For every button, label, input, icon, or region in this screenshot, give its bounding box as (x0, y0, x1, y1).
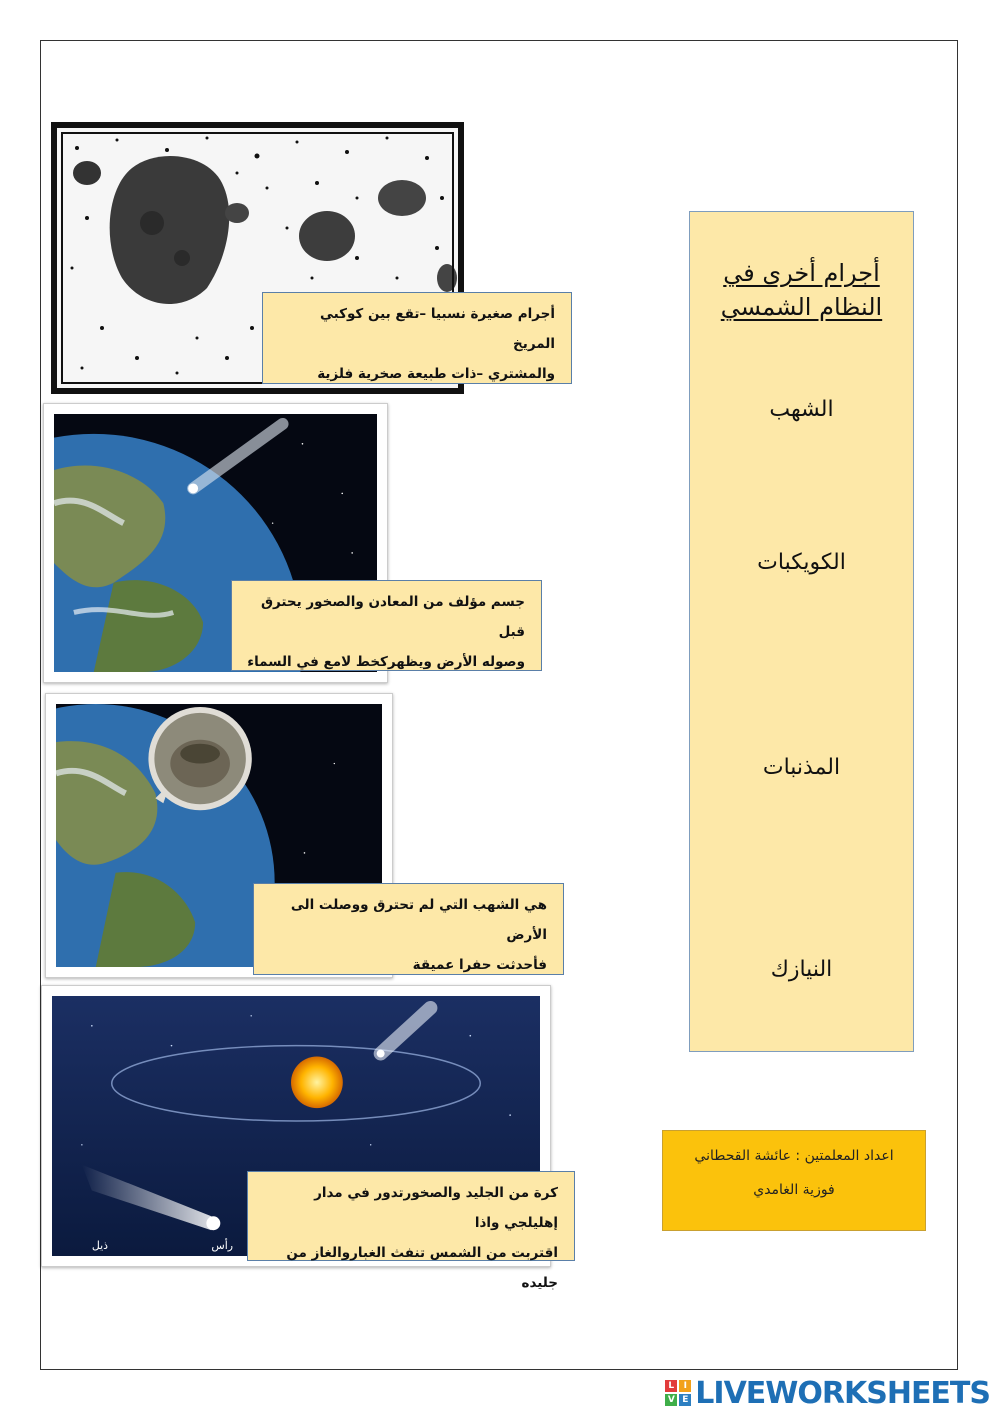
caption-line: كرة من الجليد والصخورتدور في مدار إهليلجي واذا (314, 1185, 558, 1231)
liveworksheets-logo (665, 1376, 990, 1410)
logo-text: LIVEWORKSHEETS (695, 1375, 990, 1411)
comet-caption (247, 1171, 575, 1291)
meteorite-caption (253, 883, 564, 975)
logo-letter: I (679, 1380, 691, 1392)
side-item-meteorites[interactable]: النيازك (770, 957, 833, 982)
logo-letter: V (665, 1394, 677, 1406)
side-title (690, 256, 913, 324)
caption-line: جسم مؤلف من المعادن والصخور يحترق قبل (260, 594, 525, 640)
credit-box (662, 1130, 926, 1231)
logo-icon (665, 1380, 691, 1406)
side-item-asteroids[interactable]: الكويكبات (757, 550, 846, 575)
caption-line: هي الشهب التي لم تحترق ووصلت الى الأرض (290, 897, 547, 943)
comet-tail-label: ذيل (91, 1239, 109, 1253)
side-title-line1: أجرام أخرى في (723, 259, 880, 287)
side-item-comets[interactable]: المذنبات (762, 755, 841, 780)
caption-line: اقتربت من الشمس تنفث الغباروالغاز من جليده (286, 1245, 558, 1291)
side-title-line2: النظام الشمسي (720, 293, 883, 321)
caption-line: وصوله الأرض ويظهركخط لامع في السماء (247, 654, 525, 670)
comet-head-label: رأس (211, 1239, 234, 1253)
logo-letter: E (679, 1394, 691, 1406)
asteroids-caption (262, 292, 572, 384)
credit-line2: فوزية الغامدي (753, 1182, 835, 1198)
caption-line: والمشتري –ذات طبيعة صخرية فلزية (317, 366, 555, 382)
meteor-caption (231, 580, 542, 671)
logo-letter: L (665, 1380, 677, 1392)
side-item-meteors[interactable]: الشهب (769, 397, 834, 422)
caption-line: فأحدثت حفرا عميقة (412, 957, 547, 973)
credit-line1: اعداد المعلمتين : عائشة القحطاني (694, 1148, 894, 1164)
side-panel (689, 211, 914, 1052)
caption-line: أجرام صغيرة نسبيا –تقع بين كوكبي المريخ (319, 306, 555, 352)
